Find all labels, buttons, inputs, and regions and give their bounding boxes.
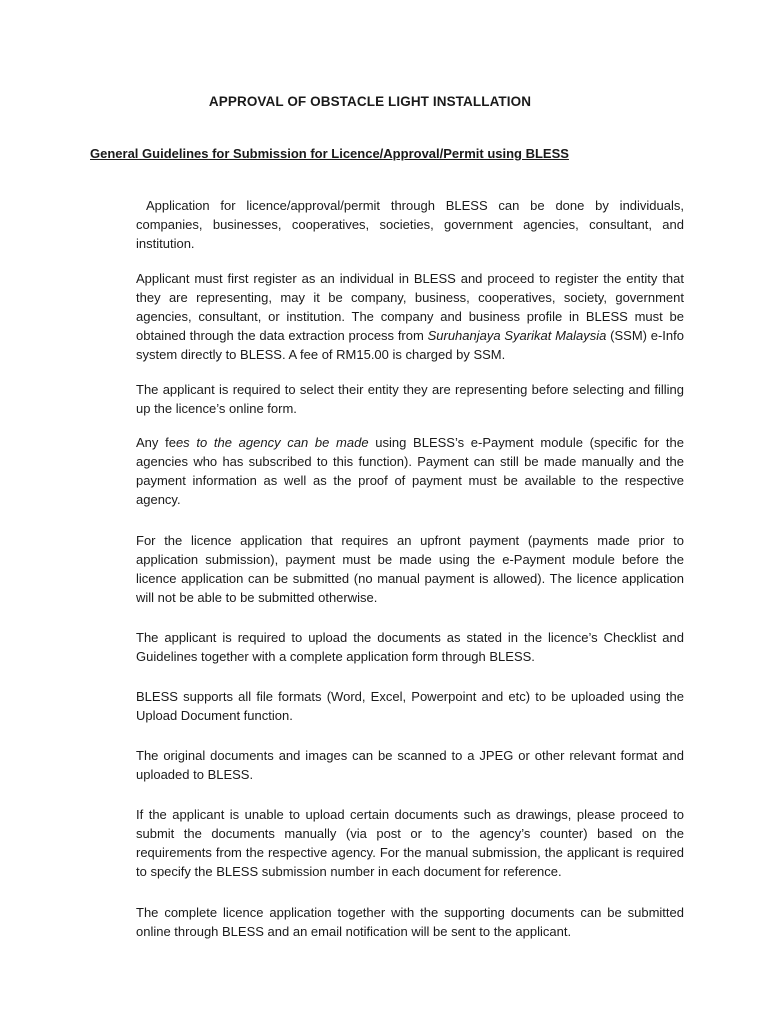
paragraph-fees-tail: using BLESS’s e-Payment module (specific for the agencies who has subscribed to this function). Payment can still be made manually and the payment information as well as the proof of payment must be available to the respective agency. [136,435,684,507]
paragraph-fees [136,433,684,509]
document-title: APPROVAL OF OBSTACLE LIGHT INSTALLATION [208,94,532,109]
guidelines-heading: General Guidelines for Submission for Licence/Approval/Permit using BLESS [90,146,569,161]
paragraph-entity-selection: The applicant is required to select their entity they are representing before selecting and filling up the licence’s online form. [136,382,684,416]
paragraph-application-eligibility: Application for licence/approval/permit through BLESS can be done by individuals, companies, businesses, cooperatives, societies, government agencies, consultant, and institution. [136,198,684,251]
paragraph-registration-ssm: Suruhanjaya Syarikat Malaysia [427,328,607,343]
paragraph-registration-line1: Applicant must first register as an individual in BLESS and proceed to register the entity [136,271,658,286]
paragraph-upfront-payment: For the licence application that requires an upfront payment (payments made prior to application submission), payment must be made using the e-Payment module before the licence application can be submitted (no manual payment is allowed). The licence application will not be able to be submitted otherwise. [136,533,684,605]
paragraph-manual-submission: If the applicant is unable to upload certain documents such as drawings, please proceed to submit the documents manually (via post or to the agency’s counter) based on the requirements from the respective agency. For the manual submission, the applicant is required to specify the BLESS submission number in each document for reference. [136,807,684,879]
paragraph-file-formats: BLESS supports all file formats (Word, Excel, Powerpoint and etc) to be uploaded using the Upload Document function. [136,689,684,723]
paragraph-upload-documents: The applicant is required to upload the documents as stated in the licence’s Checklist and Guidelines together with a complete application form through BLESS. [136,630,684,664]
paragraph-online-submission: The complete licence application together with the supporting documents can be submitted online through BLESS and an email notification will be sent to the applicant. [136,905,684,939]
paragraph-registration [136,269,684,364]
paragraph-registration-body: that they are representing, may it be company, business, cooperatives, society, government agencies, consultant, or institution. The company and business profile in BLESS must be obtained through the data extraction process from [136,271,684,343]
paragraph-fees-lead: Any fe [136,435,176,450]
paragraph-registration-tail: (SSM) e-Info system directly to BLESS. A fee of RM15.00 is charged by SSM. [136,328,684,362]
paragraph-scanning: The original documents and images can be scanned to a JPEG or other relevant format and uploaded to BLESS. [136,748,684,782]
paragraph-fees-italic: es to the agency can be made [175,435,369,450]
